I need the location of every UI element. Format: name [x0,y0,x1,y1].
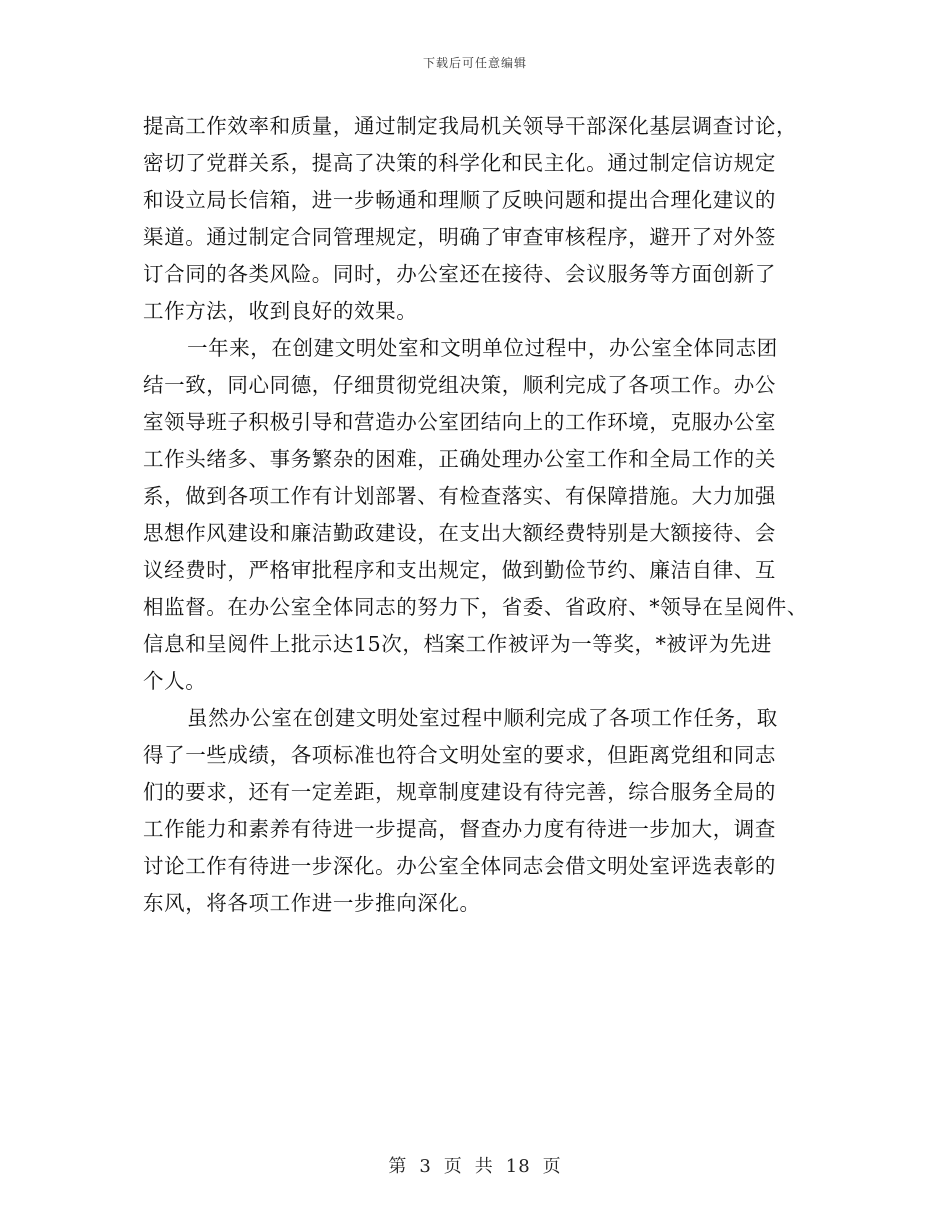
text-line: 个人。 [143,669,207,693]
text-line: 相监督。在办公室全体同志的努力下，省委、省政府、*领导在呈阅件、 [143,595,808,619]
text-line: 信息和呈阅件上批示达15次，档案工作被评为一等奖，*被评为先进 [143,632,772,656]
text-line: 议经费时，严格审批程序和支出规定，做到勤俭节约、廉洁自律、互 [143,558,776,582]
page-footer [0,1152,950,1178]
text-line: 系，做到各项工作有计划部署、有检查落实、有保障措施。大力加强 [143,484,776,508]
text-line: 和设立局长信箱，进一步畅通和理顺了反映问题和提出合理化建议的 [143,188,776,212]
text-line: 虽然办公室在创建文明处室过程中顺利完成了各项工作任务，取 [187,706,778,730]
text-line: 们的要求，还有一定差距，规章制度建设有待完善，综合服务全局的 [143,780,776,804]
text-line: 思想作风建设和廉洁勤政建设，在支出大额经费特别是大额接待、会 [143,521,776,545]
text-line: 一年来，在创建文明处室和文明单位过程中，办公室全体同志团 [187,336,778,360]
text-line: 渠道。通过制定合同管理规定，明确了审查审核程序，避开了对外签 [143,225,776,249]
page-number: 3 [419,1156,432,1177]
footer-di: 第 [388,1156,408,1177]
text-line: 工作能力和素养有待进一步提高，督查办力度有待进一步加大，调查 [143,817,776,841]
text-line: 工作头绪多、事务繁杂的困难，正确处理办公室工作和全局工作的关 [143,447,776,471]
text-line: 提高工作效率和质量，通过制定我局机关领导干部深化基层调查讨论， [143,114,798,138]
text-line: 订合同的各类风险。同时，办公室还在接待、会议服务等方面创新了 [143,262,776,286]
text-line: 东风，将各项工作进一步推向深化。 [143,891,481,915]
footer-ye: 页 [443,1156,463,1177]
text-line: 工作方法，收到良好的效果。 [143,299,418,323]
text-line: 讨论工作有待进一步深化。办公室全体同志会借文明处室评选表彰的 [143,854,776,878]
text-line: 得了一些成绩，各项标准也符合文明处室的要求，但距离党组和同志 [143,743,776,767]
footer-ye: 页 [542,1156,562,1177]
page-header: 下载后可任意编辑 [422,56,527,70]
text-line: 结一致，同心同德，仔细贯彻党组决策，顺利完成了各项工作。办公 [143,373,776,397]
footer-gong: 共 [474,1156,494,1177]
text-line: 密切了党群关系，提高了决策的科学化和民主化。通过制定信访规定 [143,151,776,175]
document-body [143,108,815,922]
text-line: 室领导班子积极引导和营造办公室团结向上的工作环境，克服办公室 [143,410,776,434]
total-pages: 18 [505,1156,531,1177]
